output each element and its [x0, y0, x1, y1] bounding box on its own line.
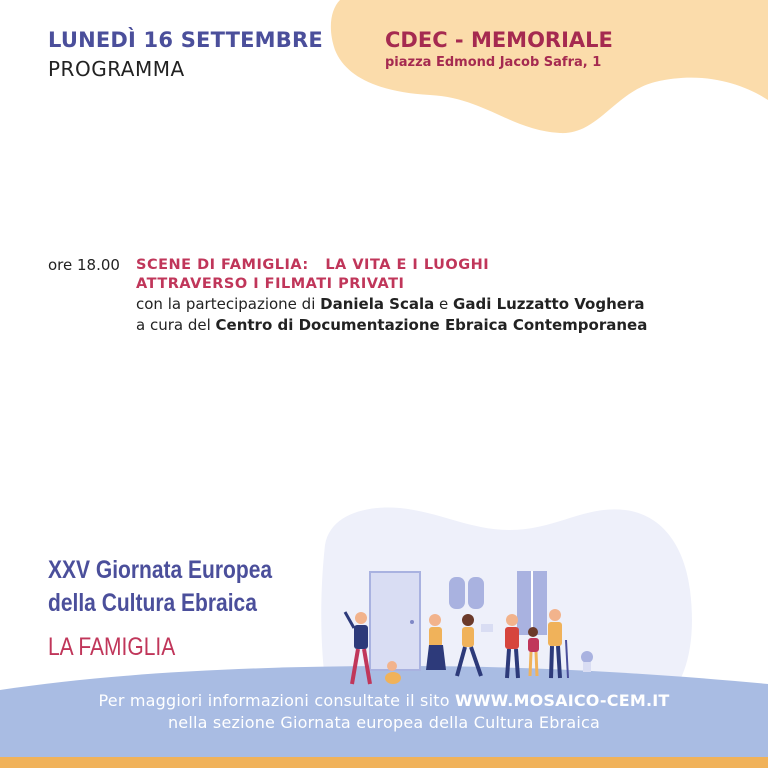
footer-line2: nella sezione Giornata europea della Cultura Ebraica [167, 713, 601, 732]
event-date: LUNEDÌ 16 SETTEMBRE [48, 28, 323, 52]
organizer-line [136, 316, 647, 334]
participants-line [136, 295, 644, 313]
theme-label: LA FAMIGLIA [48, 633, 176, 661]
bottom-color-strip [0, 757, 768, 768]
event-time: ore 18.00 [48, 256, 120, 274]
participation-prefix: con la partecipazione di [136, 295, 321, 313]
program-label: PROGRAMMA [48, 57, 185, 81]
venue-address: piazza Edmond Jacob Safra, 1 [385, 55, 602, 70]
event-title-line1: SCENE DI FAMIGLIA: LA VITA E I LUOGHI [136, 257, 490, 273]
footer-info [0, 690, 768, 734]
footer-info-prefix: Per maggiori informazioni consultate il sito [98, 691, 455, 710]
speaker-name: Daniela Scala [320, 295, 435, 313]
footer-line1 [0, 690, 768, 712]
organizer-name: Centro di Documentazione Ebraica Contemporanea [215, 316, 648, 334]
website-link[interactable]: WWW.MOSAICO-CEM.IT [454, 691, 670, 710]
branding-title-line2: della Cultura Ebraica [48, 589, 257, 617]
connector-text: e [434, 295, 454, 313]
event-title [136, 256, 489, 294]
speaker-name: Gadi Luzzatto Voghera [453, 295, 645, 313]
event-title-line2: ATTRAVERSO I FILMATI PRIVATI [136, 276, 405, 292]
venue-name: CDEC - MEMORIALE [385, 28, 613, 52]
branding-title-line1: XXV Giornata Europea [48, 556, 273, 584]
curated-prefix: a cura del [136, 316, 216, 334]
event-branding-title [48, 554, 272, 620]
